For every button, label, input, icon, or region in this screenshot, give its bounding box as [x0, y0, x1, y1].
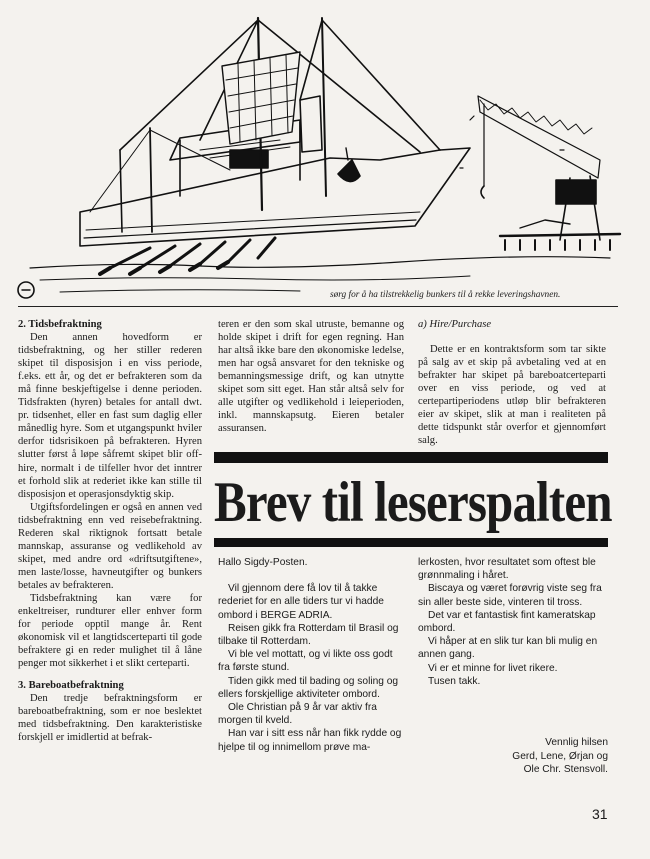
letter-paragraph: Vi er et minne for livet rikere.: [428, 662, 558, 674]
banner-top-bar: [214, 452, 608, 463]
letter-paragraph: Ole Christian på 9 år var aktiv fra morgen til kveld.: [218, 702, 377, 727]
banner-bottom-bar: [214, 538, 608, 547]
letters-banner-title: Brev til leserspalten: [214, 471, 612, 534]
letter-column-right: [418, 556, 608, 688]
paragraph: Dette er en kontraktsform som tar sikte på salg av et skip på avbetaling ved at en befrakter har skipet på bareboatcerteparti over en viss periode, og ved at certepartiperiodens utløp blir befrakteren eier av skipet, slik at man i realiteten på dette tidspunkt står overfor et gjennomført salg.: [418, 344, 606, 447]
letter-paragraph: Tusen takk.: [428, 675, 481, 687]
paragraph: Den tredje befraktningsform er bareboatbefraktning, som er noe beslektet med tidsbefraktning. Den karakteristiske forskjell er imidlertid at befrak-: [18, 693, 202, 744]
section-heading-tidsbefraktning: 2. Tidsbefraktning: [18, 319, 102, 330]
letter-paragraph: lerkosten, hvor resultatet som oftest ble grønnmaling i håret.: [418, 557, 596, 582]
ship-illustration: [0, 0, 650, 310]
paragraph: Tidsbefraktning kan være for enkeltreiser, rundturer eller enhver form for periode opptil mange år. Rent økonomisk vil et langtidscerteparti til gode befraktere gi en reder mulighet til å låne penger mot sikkerhet i et slikt certeparti.: [18, 592, 202, 670]
signature-names: Ole Chr. Stensvoll.: [523, 764, 608, 776]
article-column-3: [418, 318, 606, 447]
caption-rule: [18, 306, 618, 307]
article-column-2: [218, 318, 404, 435]
letter-paragraph: Vil gjennom dere få lov til å takke rederiet for en alle tiders tur vi hadde ombord i BERGE ADRIA.: [218, 583, 384, 621]
letter-paragraph: Vi håper at en slik tur kan bli mulig en annen gang.: [418, 636, 598, 661]
letter-paragraph: Det var et fantastisk fint kameratskap ombord.: [418, 609, 596, 635]
paragraph: Utgiftsfordelingen er også en annen ved tidsbefraktning enn ved reisebefraktning. Rederen skal riktignok fortsatt betale mannskap, assuranse og vedlikehold av skipet, med andre ord «driftsutgiftene», men laste/losse, havneutgifter og bunkers betales av befrakteren.: [18, 501, 202, 591]
article-column-1: [18, 318, 202, 745]
illustration-caption: sørg for å ha tilstrekkelig bunkers til å rekke leveringshavnen.: [330, 290, 561, 300]
paragraph: Den annen hovedform er tidsbefraktning, og her stiller rederen skipet til disposisjon i en viss periode, f.eks. ett år, og det er befrakteren som da må finne beskjeftigelse i denne perioden. Tidsfrakten (hyren) betales for antall dwt. pr. tidsenhet, eller en fast sum daglig eller månedlig hyre. Som et utgangspunkt hviler derfor tidsrisikoen på befrakteren. Hyren slutter først å løpe såfremt skipet blir off-hire, normalt i de tilfeller hvor det inntrer et forhold slik at rederiet ikke kan stille til disposisjon et operasjonsdyktig skip.: [18, 332, 202, 500]
subsection-heading-hire-purchase: a) Hire/Purchase: [418, 319, 492, 330]
signature-names: Gerd, Lene, Ørjan og: [512, 750, 608, 762]
page-number: 31: [592, 806, 608, 822]
letter-paragraph: Tiden gikk med til bading og soling og ellers forskjellige aktiviteter ombord.: [218, 675, 399, 700]
letter-column-left: [218, 556, 406, 754]
letter-paragraph: Han var i sitt ess når han fikk rydde og hjelpe til og innimellom prøve ma-: [218, 728, 402, 753]
section-heading-bareboat: 3. Bareboatbefraktning: [18, 680, 124, 692]
signature-closing: Vennlig hilsen: [545, 737, 608, 748]
letter-paragraph: Vi ble vel mottatt, og vi likte oss godt fra første stund.: [218, 649, 393, 674]
letter-greeting: Hallo Sigdy-Posten.: [218, 557, 308, 568]
letter-paragraph: Biscaya og været forøvrig viste seg fra sin aller beste side, vinteren til tross.: [418, 583, 602, 608]
letter-paragraph: Reisen gikk fra Rotterdam til Brasil og tilbake til Rotterdam.: [218, 622, 399, 648]
paragraph: teren er den som skal utruste, bemanne og holde skipet i drift for egen regning. Han har altså ikke bare den økonomiske ledelse, men har også ansvaret for den tekniske og bemanningsmessige drift, og kan utnytte skipet som sitt eget. Han står altså selv for alle utgifter og vedlikehold i leieperioden, inkl. mannskapsutg. Eieren betaler assuransen.: [218, 319, 404, 435]
letter-signature: [418, 736, 608, 777]
